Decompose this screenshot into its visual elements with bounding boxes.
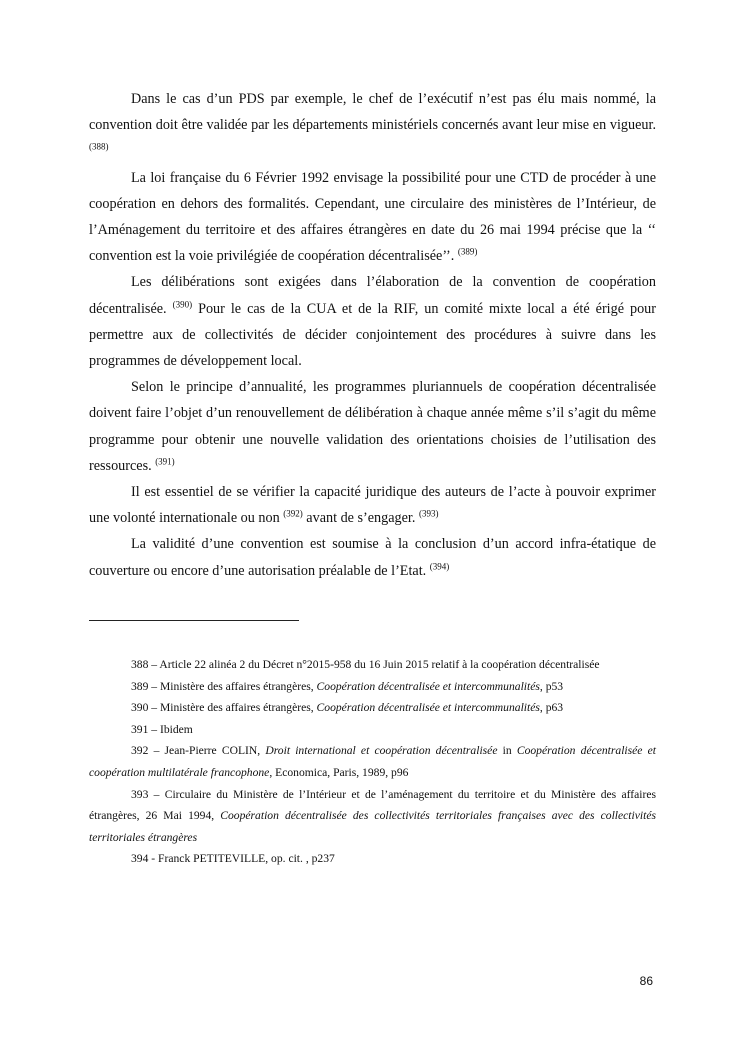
main-text: [89, 86, 656, 584]
footnote-ref: (392): [283, 508, 303, 519]
footnote-391: 391 – Ibidem: [131, 722, 193, 736]
paragraph: Il est essentiel de se vérifier la capacité juridique des auteurs de l’acte à pouvoir exprimer une volonté internationale ou non $^{(392)}$ avant de s’engager. $^{(393)}$: [89, 484, 656, 527]
paragraph: Les délibérations sont exigées dans l’élaboration de la convention de coopération décentralisée. $^{(390)}$ Pour le cas de la CUA et de la RIF, un comité mixte local a été érigé pour permettre aux de collectivités de décider conjointement des procédures à suivre dans les programmes de développement local.: [89, 274, 656, 370]
footnotes: [89, 654, 656, 870]
footnote-ref: (391): [155, 456, 175, 467]
footnote-388: 388 – Article 22 alinéa 2 du Décret n°2015-958 du 16 Juin 2015 relatif à la coopération décentralisée: [131, 658, 600, 671]
footnote-393: 393 – Circulaire du Ministère de l’Intérieur et de l’aménagement du territoire et du Ministère des affaires étrangères, 26 Mai 1994, Coopération décentralisée des collectivités territoriales françaises avec des collectivités territoriales étrangères: [89, 787, 656, 844]
page-number: 86: [639, 974, 653, 988]
footnote-392: 392 – Jean-Pierre COLIN, Droit international et coopération décentralisée in Coopération décentralisée et coopération multilatérale francophone, Economica, Paris, 1989, p96: [89, 744, 656, 779]
paragraph: La loi française du 6 Février 1992 envisage la possibilité pour une CTD de procéder à une coopération en dehors des formalités. Cependant, une circulaire des ministères de l’Intérieur, de l’Aménagement du territoire et des affaires étrangères en date du 26 mai 1994 précise que la ‘‘ convention est la voie privilégiée de coopération décentralisée’’. $^{(389)}$: [89, 169, 656, 265]
paragraph: Dans le cas d’un PDS par exemple, le chef de l’exécutif n’est pas élu mais nommé, la convention doit être validée par les départements ministériels concernés avant leur mise en vigueur. $^{(388)}$: [89, 91, 656, 152]
footnote-390: 390 – Ministère des affaires étrangères, Coopération décentralisée et intercommunalités, p63: [131, 701, 564, 715]
footnote-389: 389 – Ministère des affaires étrangères, Coopération décentralisée et intercommunalités, p53: [131, 679, 564, 693]
footnote-ref: (394): [429, 560, 450, 571]
footnote-ref: (388): [89, 141, 109, 152]
paragraph: Selon le principe d’annualité, les programmes pluriannuels de coopération décentralisée doivent faire l’objet d’un renouvellement de délibération à chaque année même s’il s’agit du même programme pour obtenir une nouvelle validation des orientations choisies de l’utilisation des ressources. $^{(391)}$: [89, 379, 656, 474]
footnote-394: 394 - Franck PETITEVILLE, op. cit. , p237: [131, 852, 335, 866]
footnote-separator: [89, 620, 299, 621]
footnote-ref: (390): [172, 298, 193, 309]
footnote-ref: (389): [457, 246, 478, 257]
footnote-ref: (393): [418, 508, 439, 519]
paragraph: La validité d’une convention est soumise à la conclusion d’un accord infra-étatique de couverture ou encore d’une autorisation préalable de l’Etat. $^{(394)}$: [89, 536, 656, 579]
